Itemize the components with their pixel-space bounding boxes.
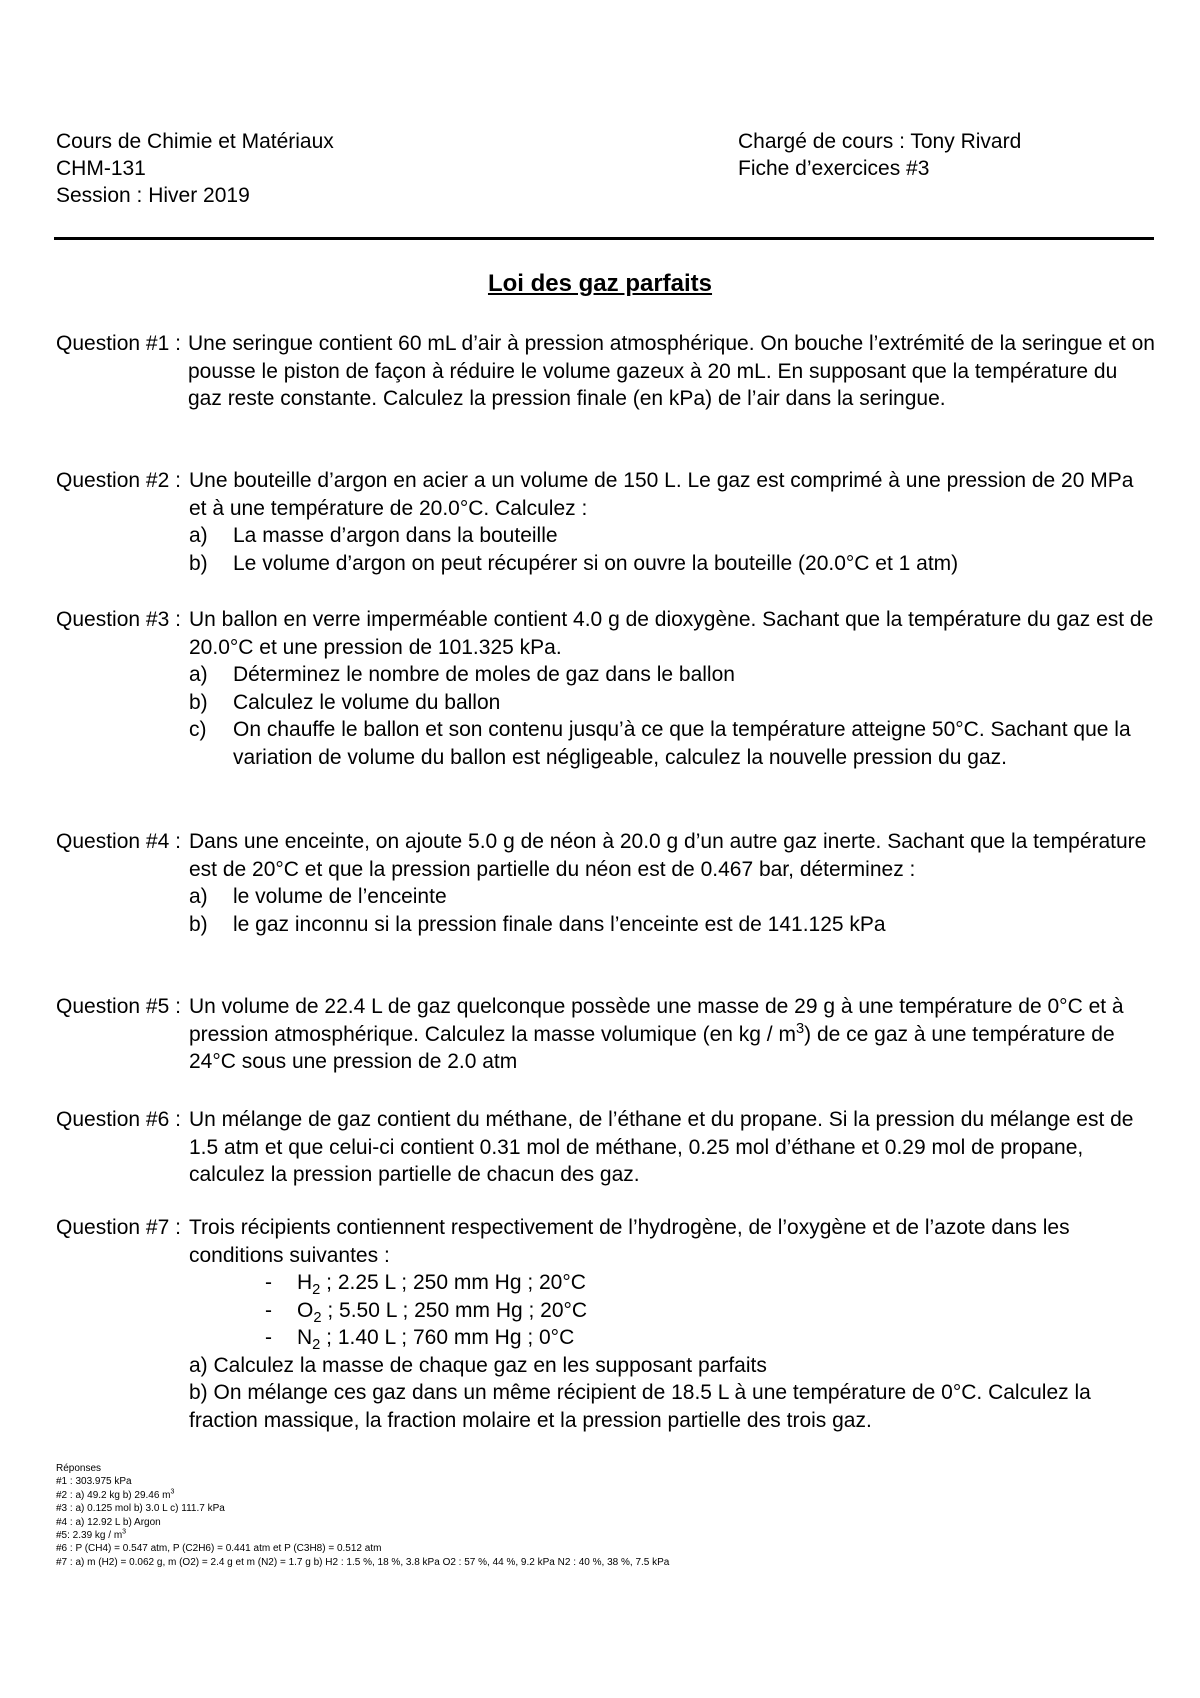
question-4 <box>56 828 1156 938</box>
answers-heading: Réponses <box>56 1463 102 1474</box>
gas-condition-h2: - $H_2$ ; 2.25 L ; 250 mm Hg ; 20°C <box>265 1271 586 1299</box>
answer-6: #6 : P (CH4) = 0.547 atm, P (C2H6) = 0.441 atm et P (C3H8) = 0.512 atm <box>56 1543 382 1555</box>
header-divider <box>54 237 1154 240</box>
sub-question-c: c) On chauffe le ballon et son contenu jusqu’à ce que la température atteigne 50°C. Sachant que la variation de volume du ballon est négligeable, calculez la nouvelle pression du gaz. <box>189 718 1131 769</box>
question-1 <box>56 330 1156 413</box>
question-label: Question #7 : <box>56 1216 181 1239</box>
question-label: Question #3 : <box>56 608 181 631</box>
course-name: Cours de Chimie et Matériaux <box>56 130 334 153</box>
answers-section <box>56 1462 669 1569</box>
sub-question-b: b) On mélange ces gaz dans un même récipient de 18.5 L à une température de 0°C. Calculez la fraction massique, la fraction molaire et la pression partielle des trois gaz. <box>189 1381 1091 1432</box>
question-text: Dans une enceinte, on ajoute 5.0 g de néon à 20.0 g d’un autre gaz inerte. Sachant que la température est de 20°C et que la pression partielle du néon est de 0.467 bar, déterminez : <box>189 830 1147 881</box>
question-text: Un mélange de gaz contient du méthane, de l’éthane et du propane. Si la pression du mélange est de 1.5 atm et que celui-ci contient 0.31 mol de méthane, 0.25 mol d’éthane et 0.29 mol de propane, calculez la pression partielle de chacun des gaz. <box>189 1108 1134 1186</box>
answer-5: #5: 2.39 kg / $m^3$ <box>56 1528 127 1542</box>
sub-question-a: a) Calculez la masse de chaque gaz en les supposant parfaits <box>189 1353 767 1377</box>
sub-question-b: b) le gaz inconnu si la pression finale dans l’enceinte est de 141.125 kPa <box>189 912 886 936</box>
lecturer-info <box>738 128 1021 182</box>
question-7 <box>56 1214 1156 1434</box>
lecturer: Chargé de cours : Tony Rivard <box>738 130 1022 153</box>
question-label: Question #6 : <box>56 1108 181 1131</box>
sub-question-b: b) Le volume d’argon on peut récupérer si on ouvre la bouteille (20.0°C et 1 atm) <box>189 551 959 575</box>
sub-question-b: b) Calculez le volume du ballon <box>189 690 501 714</box>
sub-question-a: a) Déterminez le nombre de moles de gaz dans le ballon <box>189 663 735 686</box>
course-info <box>56 128 334 209</box>
sub-question-a: a) La masse d’argon dans la bouteille <box>189 524 558 547</box>
gas-condition-n2: - $N_2$ ; 1.40 L ; 760 mm Hg ; 0°C <box>265 1326 575 1354</box>
question-text: Un volume de 22.4 L de gaz quelconque possède une masse de 29 g à une température de 0°C et à pression atmosphérique. Calculez la masse volumique (en kg / $m^3$) de ce gaz à une température de 24°C sous une pression de 2.0 atm <box>189 995 1124 1073</box>
question-text: Un ballon en verre imperméable contient 4.0 g de dioxygène. Sachant que la température du gaz est de 20.0°C et une pression de 101.325 kPa. <box>189 608 1154 659</box>
question-6 <box>56 1106 1156 1189</box>
question-2 <box>56 467 1156 577</box>
question-3 <box>56 606 1156 771</box>
question-text: Trois récipients contiennent respectivement de l’hydrogène, de l’oxygène et de l’azote dans les conditions suivantes : <box>189 1216 1070 1267</box>
session: Session : Hiver 2019 <box>56 184 250 207</box>
question-text: Une bouteille d’argon en acier a un volume de 150 L. Le gaz est comprimé à une pression de 20 MPa et à une température de 20.0°C. Calculez : <box>189 469 1134 520</box>
question-label: Question #2 : <box>56 469 181 492</box>
question-text: Une seringue contient 60 mL d’air à pression atmosphérique. On bouche l’extrémité de la seringue et on pousse le piston de façon à réduire le volume gazeux à 20 mL. En supposant que la température du gaz reste constante. Calculez la pression finale (en kPa) de l’air dans la seringue. <box>188 332 1155 410</box>
question-label: Question #1 : <box>56 332 181 355</box>
sub-question-a: a) le volume de l’enceinte <box>189 885 447 908</box>
page-title: Loi des gaz parfaits <box>487 270 713 297</box>
answer-2: #2 : a) 49.2 kg b) 29.46 $m^3$ <box>56 1488 175 1501</box>
question-label: Question #5 : <box>56 995 181 1018</box>
answer-1: #1 : 303.975 kPa <box>56 1476 132 1488</box>
question-5 <box>56 993 1156 1076</box>
answer-7: #7 : a) m (H2) = 0.062 g, m (O2) = 2.4 g et m (N2) = 1.7 g b) H2 : 1.5 %, 18 %, 3.8 kPa O2 : 57 %, 44 %, 9.2 kPa N2 : 40 %, 38 %, 7.5 kPa <box>56 1556 670 1568</box>
gas-condition-o2: - $O_2$ ; 5.50 L ; 250 mm Hg ; 20°C <box>265 1298 588 1326</box>
question-label: Question #4 : <box>56 830 181 853</box>
course-code: CHM-131 <box>56 157 146 180</box>
sheet-number: Fiche d’exercices #3 <box>738 157 930 180</box>
answer-3: #3 : a) 0.125 mol b) 3.0 L c) 111.7 kPa <box>56 1503 225 1515</box>
answer-4: #4 : a) 12.92 L b) Argon <box>56 1516 161 1528</box>
